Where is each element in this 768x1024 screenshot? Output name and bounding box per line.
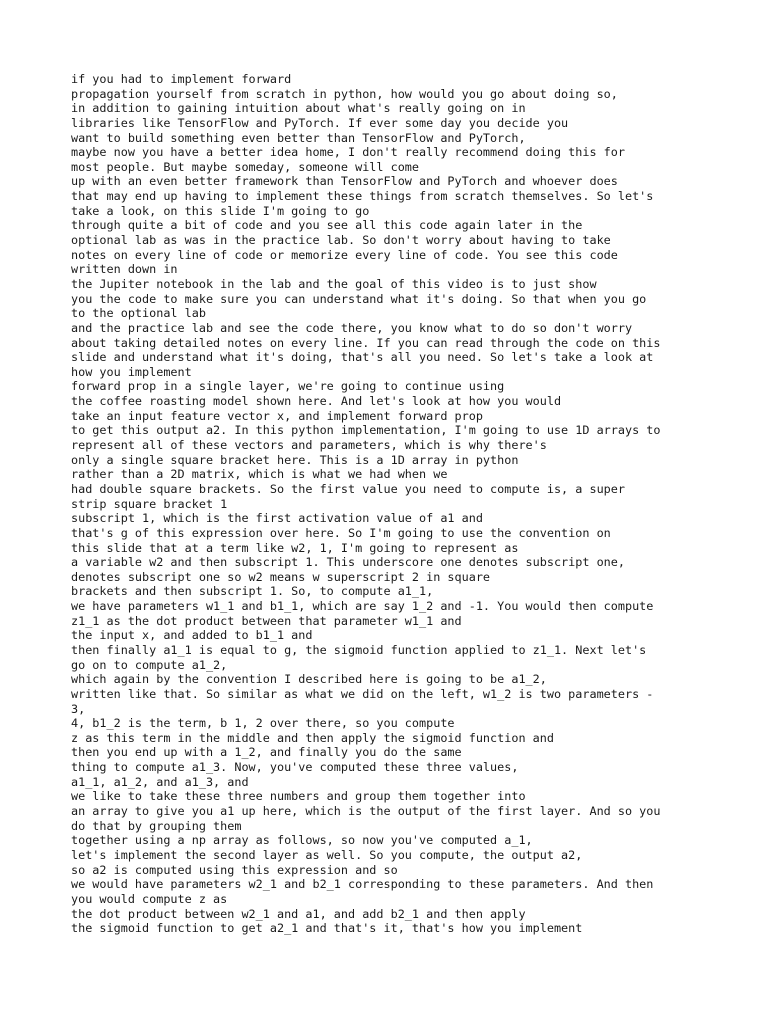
- text-line: a variable w2 and then subscript 1. This underscore one denotes subscript one,: [71, 555, 625, 570]
- text-line: if you had to implement forward: [71, 72, 292, 86]
- text-line: we like to take these three numbers and group them together into: [71, 789, 526, 804]
- text-line: slide and understand what it's doing, that's all you need. So let's take a look at: [71, 350, 654, 365]
- text-line: you would compute z as: [71, 891, 228, 906]
- text-line: subscript 1, which is the first activation value of a1 and: [71, 511, 483, 526]
- text-line: had double square brackets. So the first value you need to compute is, a super: [71, 481, 625, 496]
- text-line: go on to compute a1_2,: [71, 657, 228, 672]
- text-line: thing to compute a1_3. Now, you've computed these three values,: [71, 760, 519, 775]
- text-line: rather than a 2D matrix, which is what we had when we: [71, 467, 448, 482]
- text-line: written like that. So similar as what we did on the left, w1_2 is two parameters -: [71, 686, 654, 701]
- text-line: which again by the convention I described here is going to be a1_2,: [71, 672, 547, 687]
- transcript-text-block: [71, 72, 711, 936]
- text-line: do that by grouping them: [71, 818, 242, 833]
- text-line: so a2 is computed using this expression and so: [71, 862, 398, 877]
- text-line: how you implement: [71, 364, 192, 379]
- text-line: a1_1, a1_2, and a1_3, and: [71, 774, 249, 789]
- text-line: up with an even better framework than TensorFlow and PyTorch and whoever does: [71, 174, 618, 189]
- text-line: you the code to make sure you can understand what it's doing. So that when you go: [71, 291, 647, 306]
- text-line: forward prop in a single layer, we're going to continue using: [71, 379, 505, 394]
- text-line: and the practice lab and see the code there, you know what to do so don't worry: [71, 320, 633, 335]
- text-line: maybe now you have a better idea home, I don't really recommend doing this for: [71, 145, 625, 160]
- text-line: take a look, on this slide I'm going to go: [71, 203, 370, 218]
- text-line: that's g of this expression over here. So I'm going to use the convention on: [71, 525, 611, 540]
- text-line: that may end up having to implement these things from scratch themselves. So let's: [71, 189, 654, 204]
- text-line: the dot product between w2_1 and a1, and add b2_1 and then apply: [71, 906, 526, 921]
- text-line: z1_1 as the dot product between that parameter w1_1 and: [71, 613, 462, 628]
- text-line: most people. But maybe someday, someone will come: [71, 159, 420, 174]
- text-line: propagation yourself from scratch in python, how would you go about doing so,: [71, 86, 618, 101]
- text-line: we have parameters w1_1 and b1_1, which are say 1_2 and -1. You would then compute: [71, 599, 654, 614]
- text-line: represent all of these vectors and parameters, which is why there's: [71, 438, 547, 453]
- text-line: libraries like TensorFlow and PyTorch. If ever some day you decide you: [71, 115, 569, 130]
- text-line: brackets and then subscript 1. So, to compute a1_1,: [71, 584, 434, 599]
- text-line: take an input feature vector x, and implement forward prop: [71, 408, 483, 423]
- text-line: to get this output a2. In this python implementation, I'm going to use 1D arrays to: [71, 423, 661, 438]
- text-line: together using a np array as follows, so now you've computed a_1,: [71, 833, 533, 848]
- text-line: z as this term in the middle and then apply the sigmoid function and: [71, 730, 554, 745]
- text-line: written down in: [71, 262, 178, 277]
- text-line: 3,: [71, 701, 86, 716]
- text-line: only a single square bracket here. This is a 1D array in python: [71, 452, 519, 467]
- text-line: then you end up with a 1_2, and finally you do the same: [71, 745, 462, 760]
- text-line: about taking detailed notes on every line. If you can read through the code on this: [71, 335, 661, 350]
- text-line: the coffee roasting model shown here. And let's look at how you would: [71, 394, 562, 409]
- text-line: optional lab as was in the practice lab. So don't worry about having to take: [71, 233, 611, 248]
- text-line: strip square bracket 1: [71, 496, 228, 511]
- text-line: in addition to gaining intuition about what's really going on in: [71, 101, 526, 116]
- text-line: want to build something even better than TensorFlow and PyTorch,: [71, 130, 526, 145]
- text-line: 4, b1_2 is the term, b 1, 2 over there, so you compute: [71, 716, 455, 731]
- text-line: the sigmoid function to get a2_1 and that's it, that's how you implement: [71, 921, 583, 936]
- text-line: we would have parameters w2_1 and b2_1 corresponding to these parameters. And then: [71, 877, 654, 892]
- text-line: to the optional lab: [71, 306, 206, 321]
- text-line: then finally a1_1 is equal to g, the sigmoid function applied to z1_1. Next let's: [71, 642, 647, 657]
- text-line: the input x, and added to b1_1 and: [71, 628, 313, 643]
- text-line: the Jupiter notebook in the lab and the goal of this video is to just show: [71, 276, 597, 291]
- text-line: through quite a bit of code and you see all this code again later in the: [71, 218, 583, 233]
- text-line: denotes subscript one so w2 means w superscript 2 in square: [71, 569, 491, 584]
- text-line: let's implement the second layer as well. So you compute, the output a2,: [71, 847, 583, 862]
- text-line: this slide that at a term like w2, 1, I'm going to represent as: [71, 540, 519, 555]
- text-line: an array to give you a1 up here, which is the output of the first layer. And so you: [71, 804, 661, 819]
- text-line: notes on every line of code or memorize every line of code. You see this code: [71, 247, 618, 262]
